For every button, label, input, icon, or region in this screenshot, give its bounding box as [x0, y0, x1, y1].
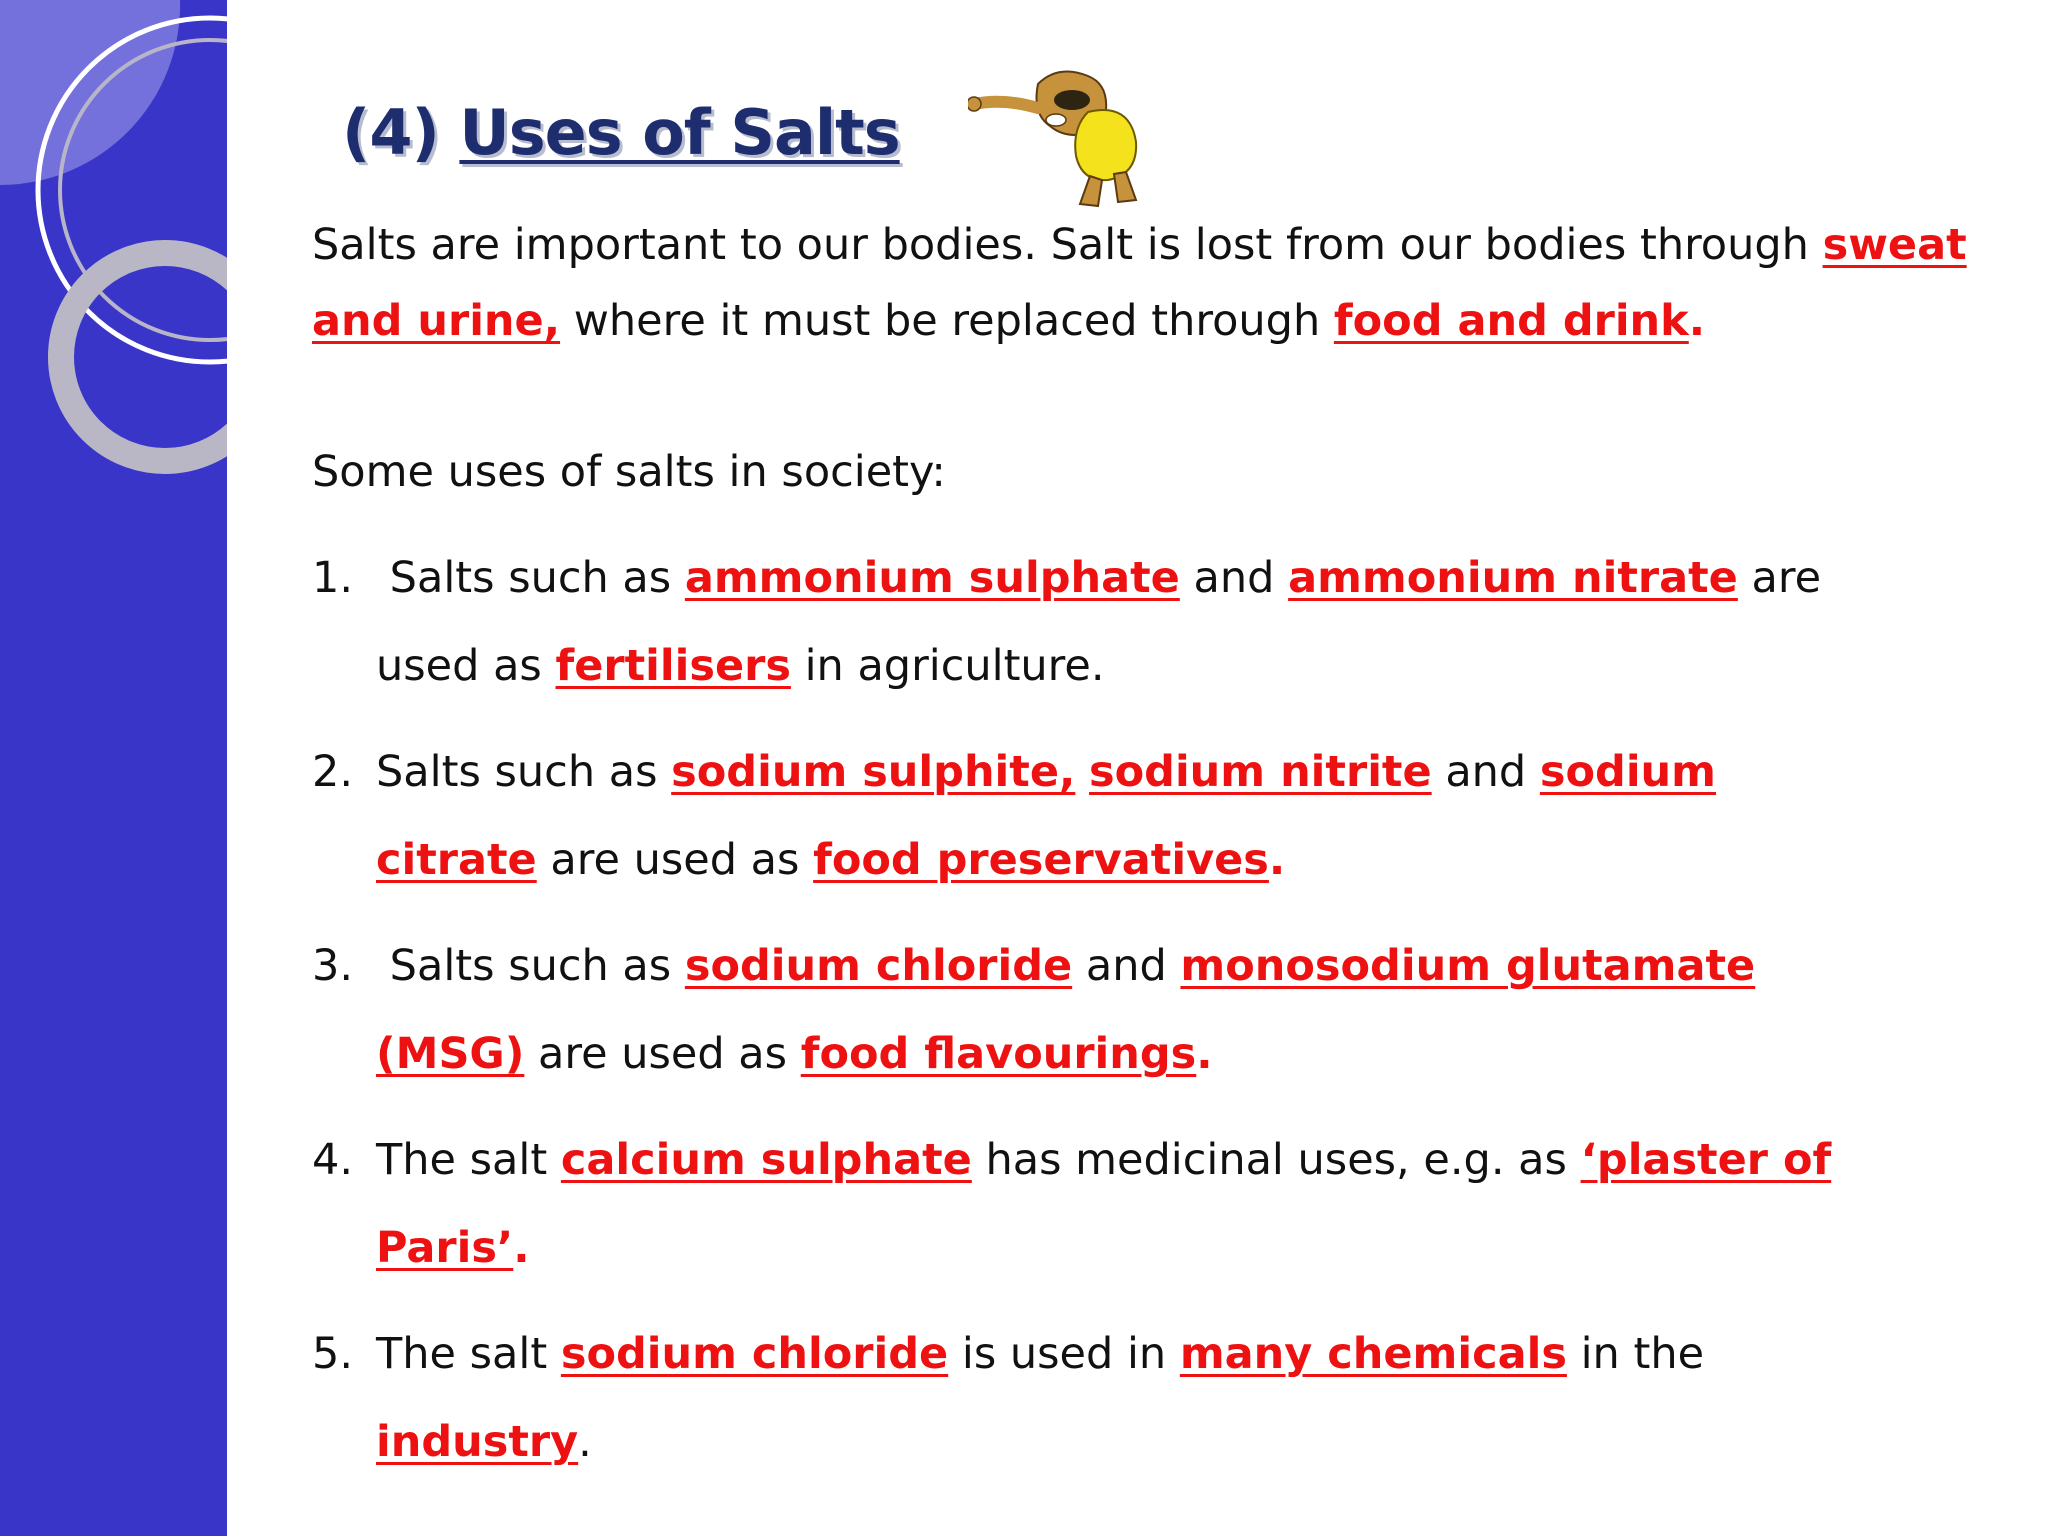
item-text: The salt	[376, 1135, 561, 1185]
list-item	[312, 941, 1755, 991]
item-highlight: many chemicals	[1179, 1329, 1567, 1379]
item-text: is used in	[948, 1329, 1180, 1379]
item-end: .	[1196, 1029, 1213, 1079]
list-number: 3.	[312, 941, 354, 991]
intro-end: .	[1688, 296, 1706, 346]
item-highlight: fertilisers	[555, 641, 791, 691]
item-text: has medicinal uses, e.g. as	[971, 1135, 1581, 1185]
item-text: are used as	[524, 1029, 801, 1079]
item-text: Salts such as	[376, 553, 685, 603]
intro-line-2	[312, 296, 1705, 346]
intro-text: Salts are important to our bodies. Salt is lost from our bodies through	[312, 220, 1823, 270]
item-highlight: sodium nitrite	[1089, 747, 1432, 797]
item-highlight: sodium	[1539, 747, 1716, 797]
list-number: 4.	[312, 1135, 354, 1185]
title-number: (4)	[342, 96, 439, 169]
list-item-continued	[376, 1029, 1213, 1079]
intro-text: where it must be replaced through	[560, 296, 1334, 346]
item-end: .	[578, 1417, 592, 1467]
item-highlight: sodium chloride	[684, 941, 1073, 991]
item-text	[1075, 747, 1089, 797]
intro-highlight-sweat: sweat	[1822, 220, 1967, 270]
subheading: Some uses of salts in society:	[312, 447, 946, 497]
intro-line-1	[312, 220, 1967, 270]
item-highlight: sodium chloride	[560, 1329, 949, 1379]
item-highlight: ‘plaster of	[1580, 1135, 1832, 1185]
title-text: Uses of Salts	[459, 96, 900, 169]
item-text: used as	[376, 641, 556, 691]
page-title	[342, 96, 900, 169]
item-highlight: (MSG)	[376, 1029, 525, 1079]
item-highlight: food flavourings	[800, 1029, 1197, 1079]
item-text: are used as	[536, 835, 814, 885]
item-text: Salts such as	[376, 941, 685, 991]
decorative-sidebar	[0, 0, 227, 1536]
item-text: in agriculture.	[790, 641, 1105, 691]
list-item	[312, 747, 1716, 797]
list-item	[312, 553, 1821, 603]
item-highlight: citrate	[376, 835, 537, 885]
item-highlight: ammonium sulphate	[684, 553, 1180, 603]
list-item	[312, 1135, 1831, 1185]
list-item-continued	[376, 835, 1285, 885]
list-number: 5.	[312, 1329, 354, 1379]
item-text: and	[1072, 941, 1181, 991]
item-text: and	[1431, 747, 1540, 797]
list-number: 2.	[312, 747, 354, 797]
item-text: Salts such as	[376, 747, 672, 797]
item-highlight: monosodium glutamate	[1180, 941, 1756, 991]
item-text: The salt	[376, 1329, 561, 1379]
item-end: .	[1268, 835, 1286, 885]
item-text: and	[1179, 553, 1289, 603]
intro-highlight-food-drink: food and drink	[1333, 296, 1689, 346]
sidebar-rings-decoration	[0, 0, 227, 1536]
item-highlight: Paris’	[376, 1223, 514, 1273]
cartoon-dog-pointing-icon	[968, 64, 1148, 210]
item-highlight: food preservatives	[813, 835, 1269, 885]
list-item-continued	[376, 1223, 530, 1273]
list-item-continued	[376, 1417, 592, 1467]
list-item-continued	[376, 641, 1105, 691]
list-number: 1.	[312, 553, 354, 603]
item-highlight: calcium sulphate	[560, 1135, 972, 1185]
item-text: are	[1737, 553, 1822, 603]
list-item	[312, 1329, 1704, 1379]
item-end: .	[513, 1223, 530, 1273]
intro-highlight-urine: and urine,	[312, 296, 561, 346]
item-text: in the	[1566, 1329, 1705, 1379]
item-highlight: ammonium nitrate	[1288, 553, 1738, 603]
item-highlight: industry	[376, 1417, 579, 1467]
item-highlight: sodium sulphite,	[671, 747, 1076, 797]
